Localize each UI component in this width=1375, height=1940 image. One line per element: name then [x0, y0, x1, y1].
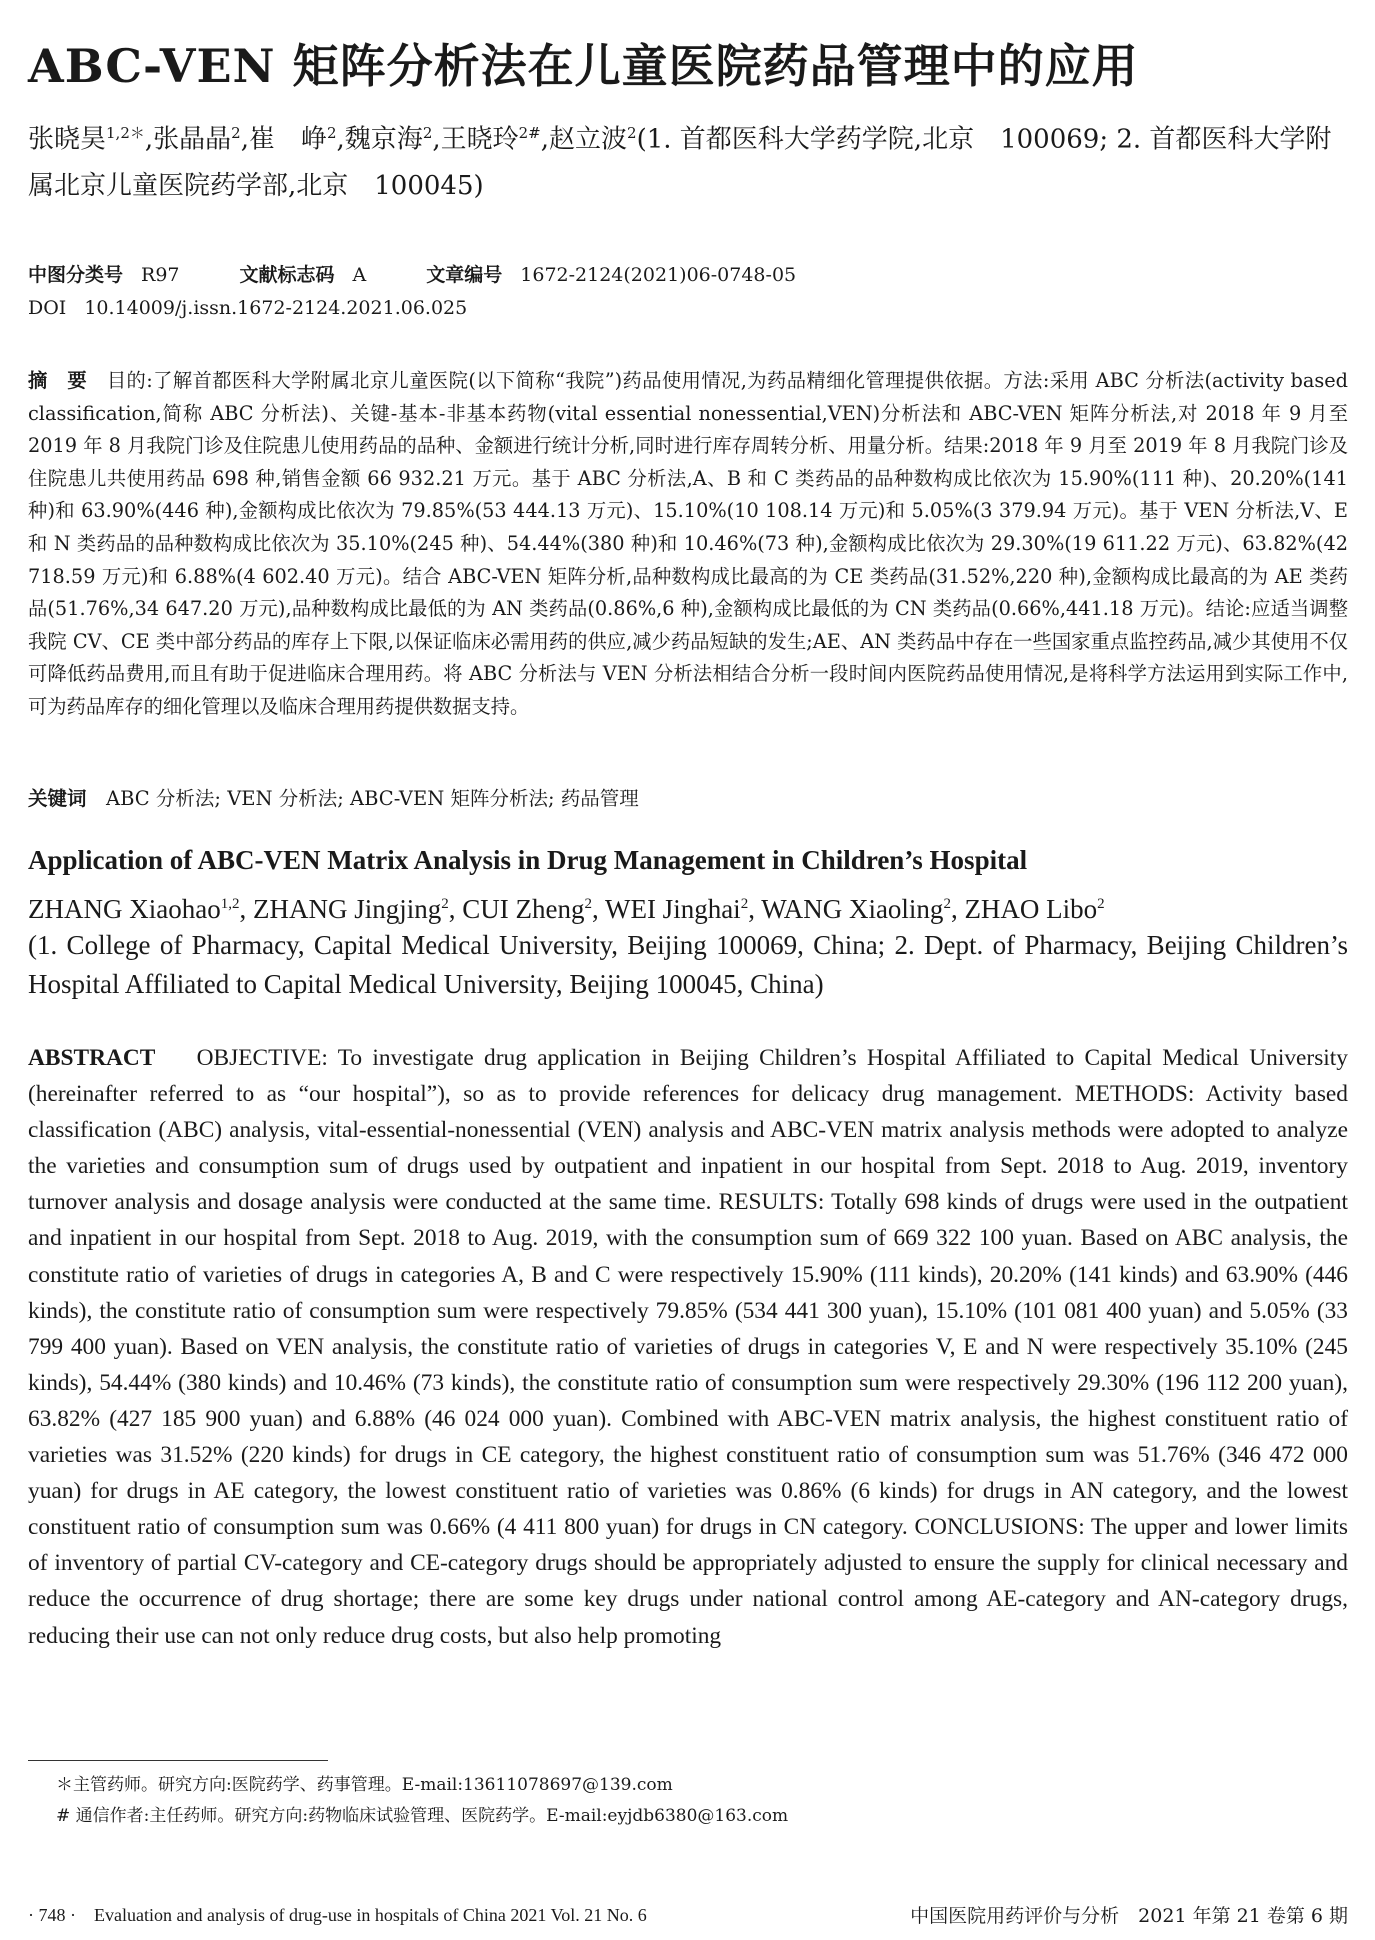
- article-title: ABC-VEN 矩阵分析法在儿童医院药品管理中的应用: [28, 39, 1139, 93]
- abstract-cn-text: 目的:了解首都医科大学附属北京儿童医院(以下简称“我院”)药品使用情况,为药品精细化管理提供依据。方法:采用 ABC 分析法(activity based classification,简称 ABC 分析法)、关键-基本-非基本药物(vital essential nonessential,VEN)分析法和 ABC-VEN 矩阵分析法,对 2018 年 9 月至 2019 年 8 月我院门诊及住院患儿使用药品的品种、金额进行统计分析,同时进行库存周转分析、用量分析。结果:2018 年 9 月至 2019 年 8 月我院门诊及住院患儿共使用药品 698 种,销售金额 66 932.21 万元。基于 ABC 分析法,A、B 和 C 类药品的品种数构成比依次为 15.90%(111 种)、20.20%(141 种)和 63.90%(446 种),金额构成比依次为 79.85%(53 444.13 万元)、15.10%(10 108.14 万元)和 5.05%(3 379.94 万元)。基于 VEN 分析法,V、E 和 N 类药品的品种数构成比依次为 35.10%(245 种)、54.44%(380 种)和 10.46%(73 种),金额构成比依次为 29.30%(19 611.22 万元)、63.82%(42 718.59 万元)和 6.88%(4 602.40 万元)。结合 ABC-VEN 矩阵分析,品种数构成比最高的为 CE 类药品(31.52%,220 种),金额构成比最高的为 AE 类药品(51.76%,34 647.20 万元),品种数构成比最低的为 AN 类药品(0.86%,6 种),金额构成比最低的为 CN 类药品(0.66%,441.18 万元)。结论:应适当调整我院 CV、CE 类中部分药品的库存上下限,以保证临床必需用药的供应,减少药品短缺的发生;AE、AN 类药品中存在一些国家重点监控药品,减少其使用不仅可降低药品费用,而且有助于促进临床合理用药。将 ABC 分析法与 VEN 分析法相结合分析一段时间内医院药品使用情况,是将科学方法运用到实际工作中,可为药品库存的细化管理以及临床合理用药提供数据支持。: [28, 369, 1349, 718]
- doi-row: [28, 297, 1348, 319]
- footnote-divider: [28, 1760, 328, 1761]
- author-name-en: ZHANG Xiaohao: [28, 894, 221, 924]
- affiliation-cn: (1. 首都医科大学药学院,北京 100069; 2. 首都医科大学附属北京儿童医院药学部,北京 100045): [28, 124, 1332, 201]
- classification-row: [28, 260, 1348, 287]
- footnote-corresponding-author: # 通信作者:主任药师。研究方向:药物临床试验管理、医院药学。E-mail:eyjdb6380@163.com: [56, 1806, 789, 1826]
- author-affiliation-mark: 2: [422, 124, 433, 142]
- doi-value: 10.14009/j.issn.1672-2124.2021.06.025: [84, 297, 468, 319]
- doc-code-value: A: [352, 264, 367, 286]
- author-affiliation-mark: 2: [326, 124, 337, 142]
- author-affiliation-mark: 1,2＊: [106, 124, 145, 142]
- affiliation-en: (1. College of Pharmacy, Capital Medical University, Beijing 100069, China; 2. Dept. of Pharmacy, Beijing Children’s Hospital Affiliated to Capital Medical University, Beijing 100045, China): [28, 930, 1348, 999]
- author-name: 魏京海: [344, 124, 423, 155]
- abstract-en-text: OBJECTIVE: To investigate drug application in Beijing Children’s Hospital Affiliated to Capital Medical University (hereinafter referred to as “our hospital”), so as to provide references for delicacy drug management. METHODS: Activity based classification (ABC) analysis, vital-essential-nonessential (VEN) analysis and ABC-VEN matrix analysis methods were adopted to analyze the varieties and consumption sum of drugs used by outpatient and inpatient in our hospital from Sept. 2018 to Aug. 2019, inventory turnover analysis and dosage analysis were conducted at the same time. RESULTS: Totally 698 kinds of drugs were used in the outpatient and inpatient in our hospital from Sept. 2018 to Aug. 2019, with the consumption sum of 669 322 100 yuan. Based on ABC analysis, the constitute ratio of varieties of drugs in categories A, B and C were respectively 15.90% (111 kinds), 20.20% (141 kinds) and 63.90% (446 kinds), the constitute ratio of consumption sum were respectively 79.85% (534 441 300 yuan), 15.10% (101 081 400 yuan) and 5.05% (33 799 400 yuan). Based on VEN analysis, the constitute ratio of varieties of drugs in categories V, E and N were respectively 35.10% (245 kinds), 54.44% (380 kinds) and 10.46% (73 kinds), the constitute ratio of consumption sum were respectively 29.30% (196 112 200 yuan), 63.82% (427 185 900 yuan) and 6.88% (46 024 000 yuan). Combined with ABC-VEN matrix analysis, the highest constituent ratio of varieties was 31.52% (220 kinds) for drugs in CE category, the highest constituent ratio of consumption sum was 51.76% (346 472 000 yuan) for drugs in AE category, the lowest constituent ratio of varieties was 0.86% (6 kinds) for drugs in AN category, and the lowest constituent ratio of consumption sum was 0.66% (4 411 800 yuan) for drugs in CN category. CONCLUSIONS: The upper and lower limits of inventory of partial CV-category and CE-category drugs should be appropriately adjusted to ensure the supply for clinical necessary and reduce the occurrence of drug shortage; there are some key drugs under national control among AE-category and AN-category drugs, reducing their use can not only reduce drug costs, but also help promoting: [28, 1045, 1348, 1649]
- author-affiliation-mark: 2: [1097, 896, 1105, 912]
- doi-label: DOI: [28, 297, 67, 319]
- author-affiliation-mark: 2: [943, 896, 951, 912]
- author-name-en: WANG Xiaoling: [761, 894, 944, 924]
- keywords-cn-text: ABC 分析法; VEN 分析法; ABC-VEN 矩阵分析法; 药品管理: [106, 787, 639, 810]
- keywords-cn: [28, 783, 1348, 811]
- author-name: 张晓昊: [28, 124, 107, 155]
- author-affiliation-mark: 2: [231, 124, 241, 142]
- abstract-en-label: ABSTRACT: [28, 1045, 156, 1071]
- author-affiliation-mark: 2: [584, 896, 592, 912]
- author-name: 王晓玲: [440, 124, 519, 155]
- author-affiliation-mark: 2#: [518, 124, 541, 142]
- abstract-en: [28, 1040, 1348, 1654]
- clc-value: R97: [141, 264, 180, 286]
- footer-journal-en: · 748 · Evaluation and analysis of drug-use in hospitals of China 2021 Vol. 21 No. 6: [28, 1905, 647, 1925]
- article-number-value: 1672-2124(2021)06-0748-05: [520, 264, 797, 286]
- author-affiliation-mark: 2: [740, 896, 749, 912]
- footer-journal-cn: 中国医院用药评价与分析 2021 年第 21 卷第 6 期: [910, 1905, 1348, 1927]
- author-name: 崔 峥: [248, 124, 327, 155]
- article-number-label: 文章编号: [426, 264, 503, 286]
- article-title-en: Application of ABC-VEN Matrix Analysis in Drug Management in Children’s Hospital: [28, 845, 1028, 875]
- author-list-cn: 张晓昊$^{1,2*}$,张晶晶$^2$,崔 峥$^2$,魏京海$^2$,王晓玲$^{2\#}$,赵立波$^2$(1. 首都医科大学药学院,北京 100069; 2. 首都医科大学附属北京儿童医院药学部,北京 100045): [28, 124, 1332, 201]
- author-name: 赵立波: [549, 124, 628, 155]
- author-name: 张晶晶: [153, 124, 232, 155]
- abstract-cn-label: 摘 要: [28, 369, 88, 392]
- clc-label: 中图分类号: [28, 264, 124, 286]
- author-list-en: ZHANG Xiaohao$^{1,2}$, ZHANG Jingjing$^2$, CUI Zheng$^2$, WEI Jinghai$^2$, WANG Xiaoling$^2$, ZHAO Libo$^2$: [28, 894, 1105, 924]
- author-affiliation-mark: 2: [441, 896, 449, 912]
- footnote-first-author: ＊主管药师。研究方向:医院药学、药事管理。E-mail:13611078697@139.com: [56, 1775, 673, 1795]
- author-affiliation-mark: 1,2: [220, 896, 240, 912]
- keywords-cn-label: 关键词: [28, 787, 87, 810]
- author-name-en: ZHAO Libo: [964, 894, 1098, 924]
- author-affiliation-mark: 2: [627, 124, 637, 142]
- doc-code-label: 文献标志码: [239, 264, 335, 286]
- author-name-en: WEI Jinghai: [604, 894, 741, 924]
- abstract-cn: [28, 365, 1348, 724]
- author-name-en: CUI Zheng: [462, 894, 585, 924]
- author-name-en: ZHANG Jingjing: [252, 894, 442, 924]
